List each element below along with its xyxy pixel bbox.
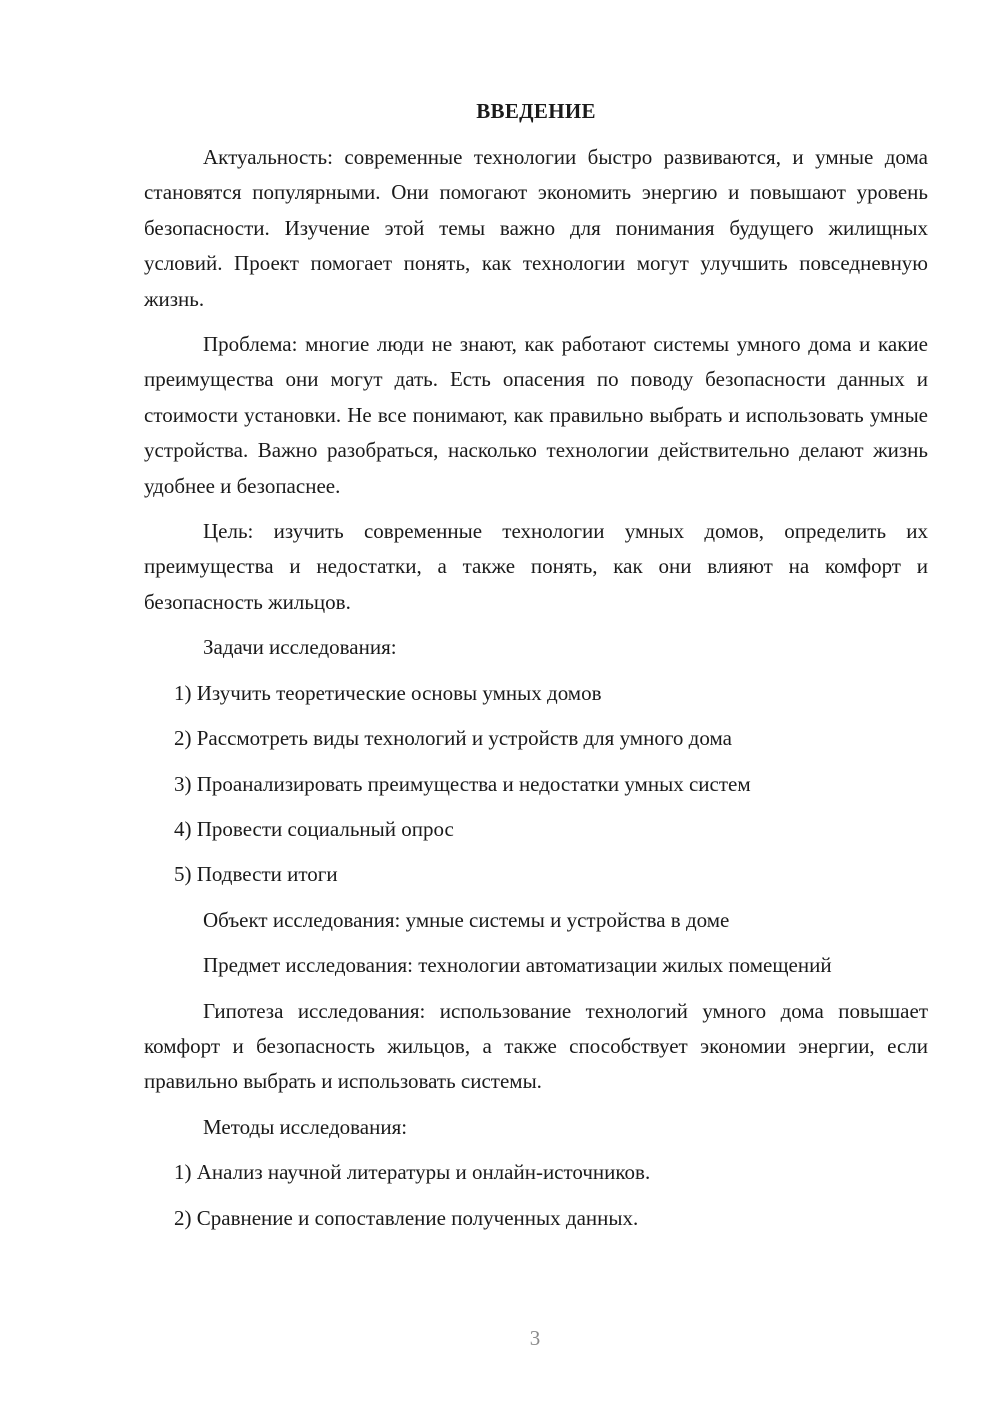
task-item: 4) Провести социальный опрос [174, 816, 454, 841]
page-number: 3 [529, 1326, 541, 1350]
relevance-paragraph: Актуальность: современные технологии быстро развиваются, и умные дома становятся популярными. Они помогают экономить энергию и повышают уровень безопасности. Изучение этой темы важно для понимания будущего жилищных условий. Проект помогает понять, как технологии могут улучшить повседневную жизнь. [144, 145, 928, 311]
task-item: 2) Рассмотреть виды технологий и устройств для умного дома [174, 726, 732, 751]
goal-paragraph: Цель: изучить современные технологии умных домов, определить их преимущества и недостатки, а также понять, как они влияют на комфорт и безопасность жильцов. [144, 519, 928, 614]
document-page [144, 96, 928, 1246]
methods-heading: Методы исследования: [203, 1114, 408, 1139]
methods-list [144, 1155, 928, 1236]
hypothesis-paragraph: Гипотеза исследования: использование технологий умного дома повышает комфорт и безопасность жильцов, а также способствует экономии энергии, если правильно выбрать и использовать системы. [144, 998, 928, 1094]
object-paragraph: Объект исследования: умные системы и устройства в доме [203, 907, 730, 932]
method-item: 2) Сравнение и сопоставление полученных данных. [174, 1205, 639, 1230]
tasks-list [144, 676, 928, 893]
task-item: 5) Подвести итоги [174, 862, 338, 887]
section-title: ВВЕДЕНИЕ [476, 99, 596, 123]
problem-paragraph: Проблема: многие люди не знают, как работают системы умного дома и какие преимущества они могут дать. Есть опасения по поводу безопасности данных и стоимости установки. Не все понимают, как правильно выбрать и использовать умные устройства. Важно разобраться, насколько технологии действительно делают жизнь удобнее и безопаснее. [144, 332, 928, 498]
task-item: 1) Изучить теоретические основы умных домов [174, 680, 602, 705]
tasks-heading: Задачи исследования: [203, 635, 397, 660]
subject-paragraph: Предмет исследования: технологии автоматизации жилых помещений [203, 953, 832, 978]
method-item: 1) Анализ научной литературы и онлайн-источников. [174, 1160, 651, 1185]
task-item: 3) Проанализировать преимущества и недостатки умных систем [174, 771, 751, 796]
